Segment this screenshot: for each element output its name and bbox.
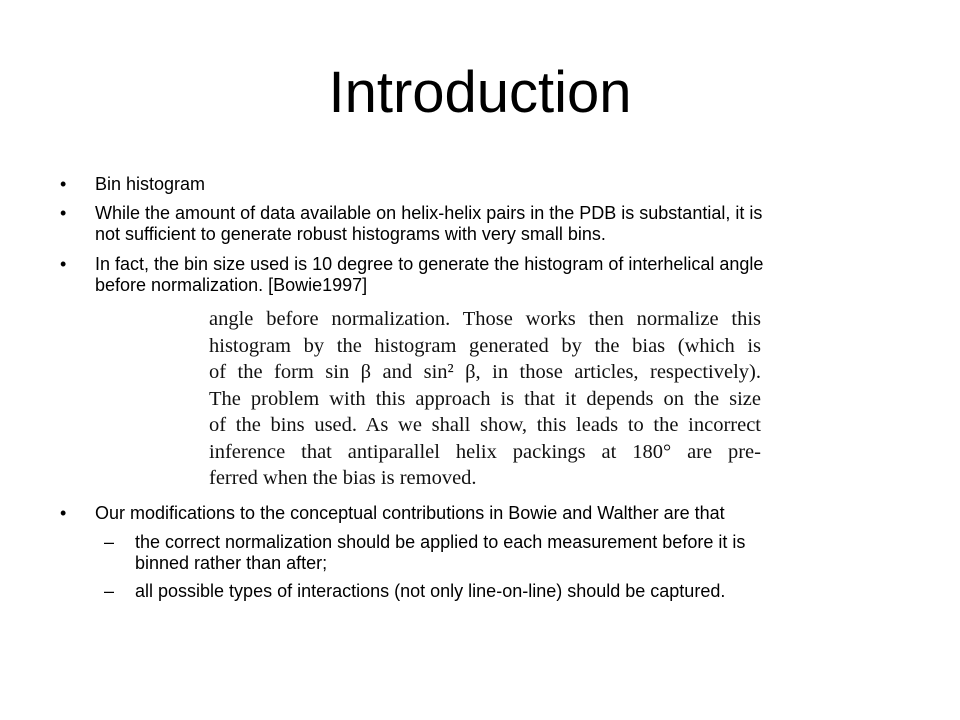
quote-line: of the bins used. As we shall show, this leads to the incorrect xyxy=(209,414,761,436)
sub-bullet-text-line: binned rather than after; xyxy=(135,553,328,573)
bullet-text-line: before normalization. [Bowie1997] xyxy=(95,275,368,295)
bullet-mark: • xyxy=(60,254,67,274)
bullet-mark: • xyxy=(60,503,67,523)
sub-bullet-text xyxy=(135,581,875,602)
sub-bullet-mark: – xyxy=(104,532,115,552)
quoted-excerpt xyxy=(209,306,761,492)
bullet-text-line: While the amount of data available on helix-helix pairs in the PDB is substantial, it is xyxy=(95,203,763,223)
slide-title: Introduction xyxy=(328,60,632,125)
bullet-text xyxy=(95,203,875,245)
quote-line: histogram by the histogram generated by the bias (which is xyxy=(209,334,761,357)
bullet-text xyxy=(95,503,875,524)
quote-line: The problem with this approach is that it depends on the size xyxy=(209,387,761,410)
sub-bullet-text-line: the correct normalization should be applied to each measurement before it is xyxy=(135,532,746,552)
bullet-text-line: not sufficient to generate robust histograms with very small bins. xyxy=(95,224,606,244)
quote-line: of the form sin β and sin² β, in those articles, respectively). xyxy=(209,361,761,383)
quote-line: angle before normalization. Those works then normalize this xyxy=(209,308,761,330)
bullet-text xyxy=(95,174,875,195)
bullet-mark: • xyxy=(60,174,67,194)
bullet-text-line: In fact, the bin size used is 10 degree to generate the histogram of interhelical angle xyxy=(95,254,764,274)
quote-line: inference that antiparallel helix packings at 180° are pre- xyxy=(209,440,761,463)
quote-line: ferred when the bias is removed. xyxy=(209,467,477,489)
bullet-text-line: Bin histogram xyxy=(95,174,206,194)
sub-bullet-text-line: all possible types of interactions (not only line-on-line) should be captured. xyxy=(135,581,726,601)
sub-bullet-mark: – xyxy=(104,581,115,601)
bullet-mark: • xyxy=(60,203,67,223)
bullet-text xyxy=(95,254,875,296)
sub-bullet-text xyxy=(135,532,875,574)
bullet-text-line: Our modifications to the conceptual contributions in Bowie and Walther are that xyxy=(95,503,725,523)
